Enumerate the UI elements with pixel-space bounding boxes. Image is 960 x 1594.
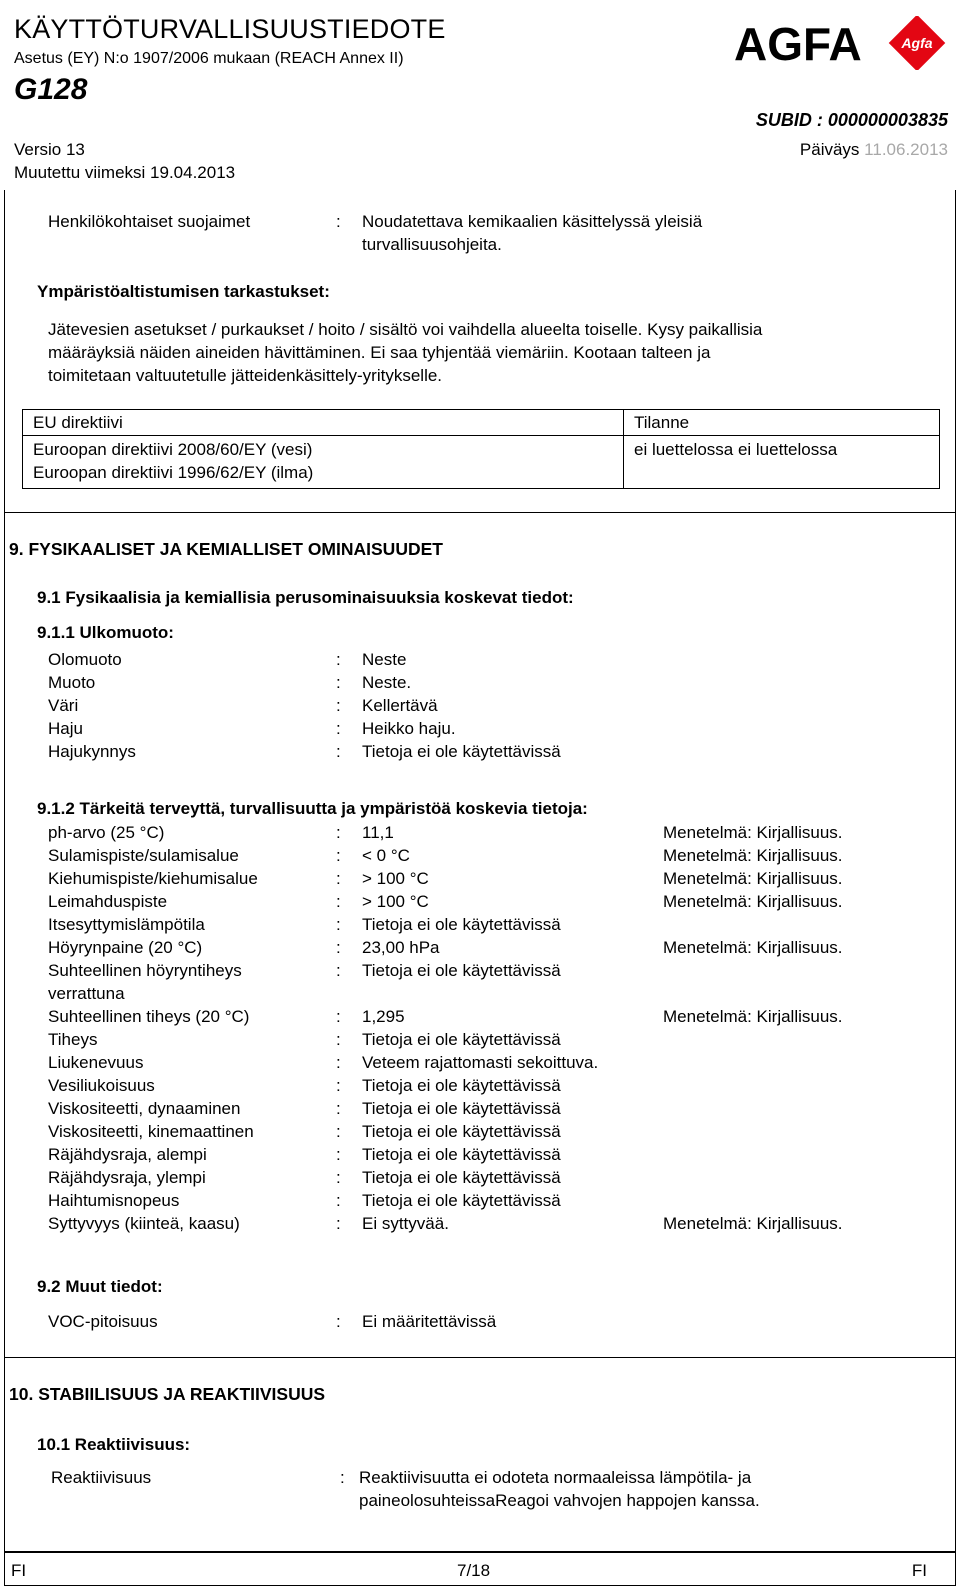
property-label: Haju (48, 719, 83, 738)
footer-language-left: FI (11, 1561, 27, 1580)
colon: : (336, 1053, 341, 1072)
version: Versio 13 (14, 140, 85, 159)
property-value: Tietoja ei ole käytettävissä (362, 1030, 561, 1049)
colon: : (336, 212, 341, 231)
regulation-subtitle: Asetus (EY) N:o 1907/2006 mukaan (REACH Annex II) (14, 50, 404, 67)
colon: : (336, 1007, 341, 1026)
property-label-continued: verrattuna (48, 984, 125, 1003)
property-label: Räjähdysraja, alempi (48, 1145, 207, 1164)
property-value: Veteem rajattomasti sekoittuva. (362, 1053, 599, 1072)
colon: : (336, 650, 341, 669)
environment-line3: toimitetaan valtuutetulle jätteidenkäsittely-yritykselle. (48, 366, 443, 385)
property-value: Tietoja ei ole käytettävissä (362, 1191, 561, 1210)
property-label: Muoto (48, 673, 96, 692)
colon: : (336, 1191, 341, 1210)
voc-value: Ei määritettävissä (362, 1312, 497, 1331)
section911-heading: 9.1.1 Ulkomuoto: (37, 623, 174, 642)
property-label: Leimahduspiste (48, 892, 168, 911)
property-label: Itsesyttymislämpötila (48, 915, 205, 934)
section9-heading: 9. FYSIKAALISET JA KEMIALLISET OMINAISUUDET (9, 539, 443, 559)
colon: : (336, 673, 341, 692)
property-value: Kellertävä (362, 696, 438, 715)
property-method: Menetelmä: Kirjallisuus. (663, 1214, 843, 1233)
property-label: Olomuoto (48, 650, 122, 669)
property-value: Tietoja ei ole käytettävissä (362, 1076, 561, 1095)
voc-label: VOC-pitoisuus (48, 1312, 158, 1331)
property-label: Viskositeetti, dynaaminen (48, 1099, 241, 1118)
environment-heading: Ympäristöaltistumisen tarkastukset: (37, 282, 330, 301)
colon: : (336, 961, 341, 980)
property-method: Menetelmä: Kirjallisuus. (663, 869, 843, 888)
property-method: Menetelmä: Kirjallisuus. (663, 892, 843, 911)
table-cell-directives (23, 436, 624, 489)
protection-value-line1: Noudatettava kemikaalien käsittelyssä yleisiä (362, 212, 703, 231)
property-label: Kiehumispiste/kiehumisalue (48, 869, 258, 888)
property-value: 1,295 (362, 1007, 405, 1026)
colon: : (336, 938, 341, 957)
property-label: Vesiliukoisuus (48, 1076, 155, 1095)
eu-directive-table (22, 409, 940, 489)
colon: : (336, 1122, 341, 1141)
colon: : (336, 1312, 341, 1331)
property-label: Suhteellinen tiheys (20 °C) (48, 1007, 250, 1026)
issue-date (800, 140, 948, 160)
section-divider (4, 1357, 956, 1358)
last-modified: Muutettu viimeksi 19.04.2013 (14, 163, 236, 182)
section-divider (4, 512, 956, 513)
colon: : (336, 1214, 341, 1233)
section912-heading: 9.1.2 Tärkeitä terveyttä, turvallisuutta ja ympäristöä koskevia tietoja: (37, 799, 588, 818)
colon: : (336, 719, 341, 738)
section92-heading: 9.2 Muut tiedot: (37, 1277, 163, 1296)
property-label: Suhteellinen höyryntiheys (48, 961, 242, 980)
property-value: Neste. (362, 673, 412, 692)
reactivity-value-line2: paineolosuhteissaReagoi vahvojen happojen kanssa. (359, 1491, 760, 1510)
table-row (23, 410, 940, 436)
colon: : (336, 846, 341, 865)
protection-label: Henkilökohtaiset suojaimet (48, 212, 251, 231)
colon: : (336, 892, 341, 911)
colon: : (336, 869, 341, 888)
colon: : (336, 1030, 341, 1049)
environment-line2: määräyksiä näiden aineiden hävittäminen. Ei saa tyhjentää viemäriin. Kootaan talteen ja (48, 343, 711, 362)
colon: : (340, 1468, 345, 1487)
property-method: Menetelmä: Kirjallisuus. (663, 938, 843, 957)
property-label: Tiheys (48, 1030, 98, 1049)
colon: : (336, 823, 341, 842)
page-footer (4, 1552, 956, 1586)
agfa-wordmark: AGFA (734, 18, 862, 70)
property-value: Tietoja ei ole käytettävissä (362, 915, 561, 934)
property-value: Heikko haju. (362, 719, 456, 738)
property-value: Ei syttyvää. (362, 1214, 449, 1233)
colon: : (336, 696, 341, 715)
property-label: Liukenevuus (48, 1053, 144, 1072)
footer-language-right: FI (911, 1561, 927, 1580)
property-label: ph-arvo (25 °C) (48, 823, 165, 842)
property-label: Syttyvyys (kiinteä, kaasu) (48, 1214, 240, 1233)
protection-value-line2: turvallisuusohjeita. (362, 235, 502, 254)
property-label: Väri (48, 696, 79, 715)
colon: : (336, 1168, 341, 1187)
property-label: Viskositeetti, kinemaattinen (48, 1122, 254, 1141)
property-value: Tietoja ei ole käytettävissä (362, 961, 561, 980)
table-header-status: Tilanne (624, 410, 940, 436)
agfa-mark-text: Agfa (901, 35, 933, 51)
property-value: < 0 °C (362, 846, 410, 865)
date-value: 11.06.2013 (864, 140, 948, 159)
table-row (23, 436, 940, 489)
colon: : (336, 915, 341, 934)
property-value: Tietoja ei ole käytettävissä (362, 1122, 561, 1141)
property-value: Tietoja ei ole käytettävissä (362, 742, 561, 761)
agfa-logo (734, 16, 948, 70)
environment-line1: Jätevesien asetukset / purkaukset / hoito / sisältö voi vaihdella alueelta toiselle. Kysy paikallisia (48, 320, 763, 339)
property-value: Tietoja ei ole käytettävissä (362, 1168, 561, 1187)
product-code: G128 (14, 73, 88, 106)
colon: : (336, 1076, 341, 1095)
property-value: > 100 °C (362, 892, 429, 911)
table-cell-status: ei luettelossa ei luettelossa (624, 436, 940, 489)
property-value: 23,00 hPa (362, 938, 440, 957)
property-label: Sulamispiste/sulamisalue (48, 846, 239, 865)
property-value: Neste (362, 650, 407, 669)
subid: SUBID : 000000003835 (755, 110, 948, 130)
reactivity-label: Reaktiivisuus (51, 1468, 152, 1487)
colon: : (336, 1099, 341, 1118)
directive-air: Euroopan direktiivi 1996/62/EY (ilma) (33, 463, 314, 482)
table-header-directive: EU direktiivi (23, 410, 624, 436)
property-value: Tietoja ei ole käytettävissä (362, 1099, 561, 1118)
property-label: Räjähdysraja, ylempi (48, 1168, 206, 1187)
property-label: Höyrynpaine (20 °C) (48, 938, 203, 957)
property-method: Menetelmä: Kirjallisuus. (663, 1007, 843, 1026)
date-label: Päiväys (799, 140, 860, 159)
property-value: 11,1 (362, 823, 394, 842)
colon: : (336, 1145, 341, 1164)
reactivity-value-line1: Reaktiivisuutta ei odoteta normaaleissa lämpötila- ja (359, 1468, 752, 1487)
document-title: KÄYTTÖTURVALLISUUSTIEDOTE (14, 14, 446, 44)
property-label: Hajukynnys (48, 742, 136, 761)
property-method: Menetelmä: Kirjallisuus. (663, 846, 843, 865)
directive-water: Euroopan direktiivi 2008/60/EY (vesi) (33, 440, 313, 459)
property-label: Haihtumisnopeus (48, 1191, 180, 1210)
property-value: > 100 °C (362, 869, 429, 888)
section101-heading: 10.1 Reaktiivisuus: (37, 1435, 191, 1454)
page-number: 7/18 (457, 1561, 491, 1580)
property-value: Tietoja ei ole käytettävissä (362, 1145, 561, 1164)
section10-heading: 10. STABIILISUUS JA REAKTIIVISUUS (9, 1384, 326, 1404)
colon: : (336, 742, 341, 761)
section91-heading: 9.1 Fysikaalisia ja kemiallisia perusominaisuuksia koskevat tiedot: (37, 588, 574, 607)
property-method: Menetelmä: Kirjallisuus. (663, 823, 843, 842)
